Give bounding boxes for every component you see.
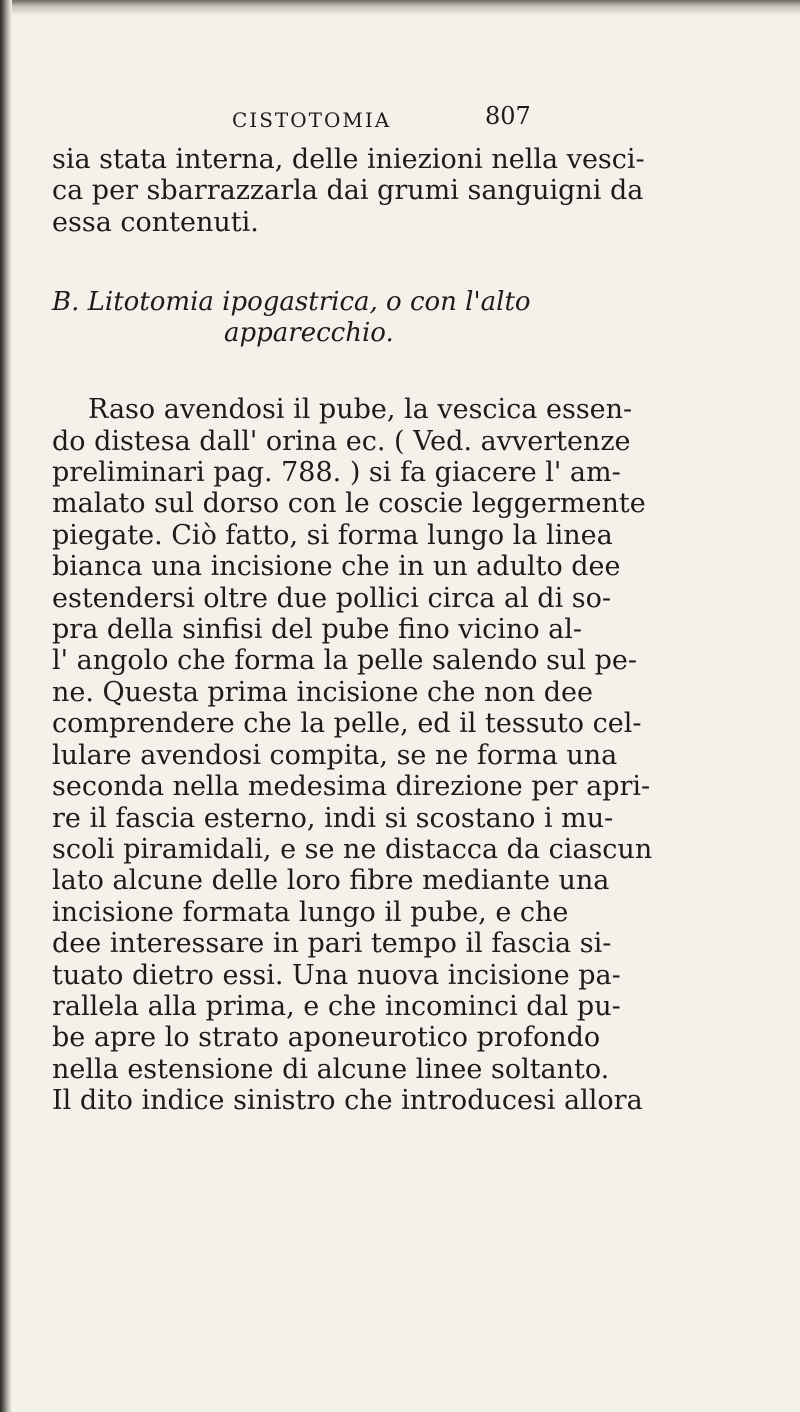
page-number: 807 [485,102,531,130]
text-line: piegate. Ciò fatto, si forma lungo la linea [52,519,613,551]
text-line: lulare avendosi compita, se ne forma una [52,739,618,771]
page-header [52,102,780,144]
text-line: re il fascia esterno, indi si scostano i mu- [52,802,614,834]
text-line: Raso avendosi il pube, la vescica essen- [88,394,633,426]
section-heading-line-2: apparecchio. [224,318,394,349]
text-line: comprendere che la pelle, ed il tessuto cel- [52,708,642,740]
text-line: bianca una incisione che in un adulto dee [52,551,621,583]
intro-paragraph [52,144,780,238]
text-line: Il dito indice sinistro che introducesi allora [52,1085,643,1117]
running-head: CISTOTOMIA [232,108,392,132]
text-line: pra della sinfisi del pube fino vicino al- [52,614,583,646]
text-line: scoli piramidali, e se ne distacca da ciascun [52,833,653,865]
text-line: lato alcune delle loro fibre mediante una [52,865,610,897]
text-line: incisione formata lungo il pube, e che [52,896,569,928]
text-line: ca per sbarrazzarla dai grumi sanguigni da [52,175,644,207]
section-heading [52,287,780,349]
text-line: nella estensione di alcune linee soltanto. [52,1053,610,1085]
text-line: essa contenuti. [52,206,259,238]
book-binding-edge [0,0,12,1412]
text-line: tuato dietro essi. Una nuova incisione pa- [52,959,621,991]
text-line: be apre lo strato aponeurotico profondo [52,1022,601,1054]
text-line: preliminari pag. 788. ) si fa giacere l' am- [52,457,621,489]
text-line: estendersi oltre due pollici circa al di so- [52,582,612,614]
body-paragraph [52,394,780,1116]
text-line: ne. Questa prima incisione che non dee [52,676,593,708]
section-heading-line-1: B. Litotomia ipogastrica, o con l'alto [52,287,531,318]
book-page [52,102,780,1117]
text-line: sia stata interna, delle iniezioni nella vesci- [52,144,645,175]
text-line: rallela alla prima, e che incominci dal pu- [52,990,621,1022]
text-line: dee interessare in pari tempo il fascia si- [52,928,612,960]
text-line: do distesa dall' orina ec. ( Ved. avvertenze [52,425,631,457]
text-line: malato sul dorso con le coscie leggermente [52,488,646,520]
text-line: l' angolo che forma la pelle salendo sul pe- [52,645,637,677]
text-line: seconda nella medesima direzione per apri- [52,771,651,803]
page-top-shadow [0,0,800,16]
